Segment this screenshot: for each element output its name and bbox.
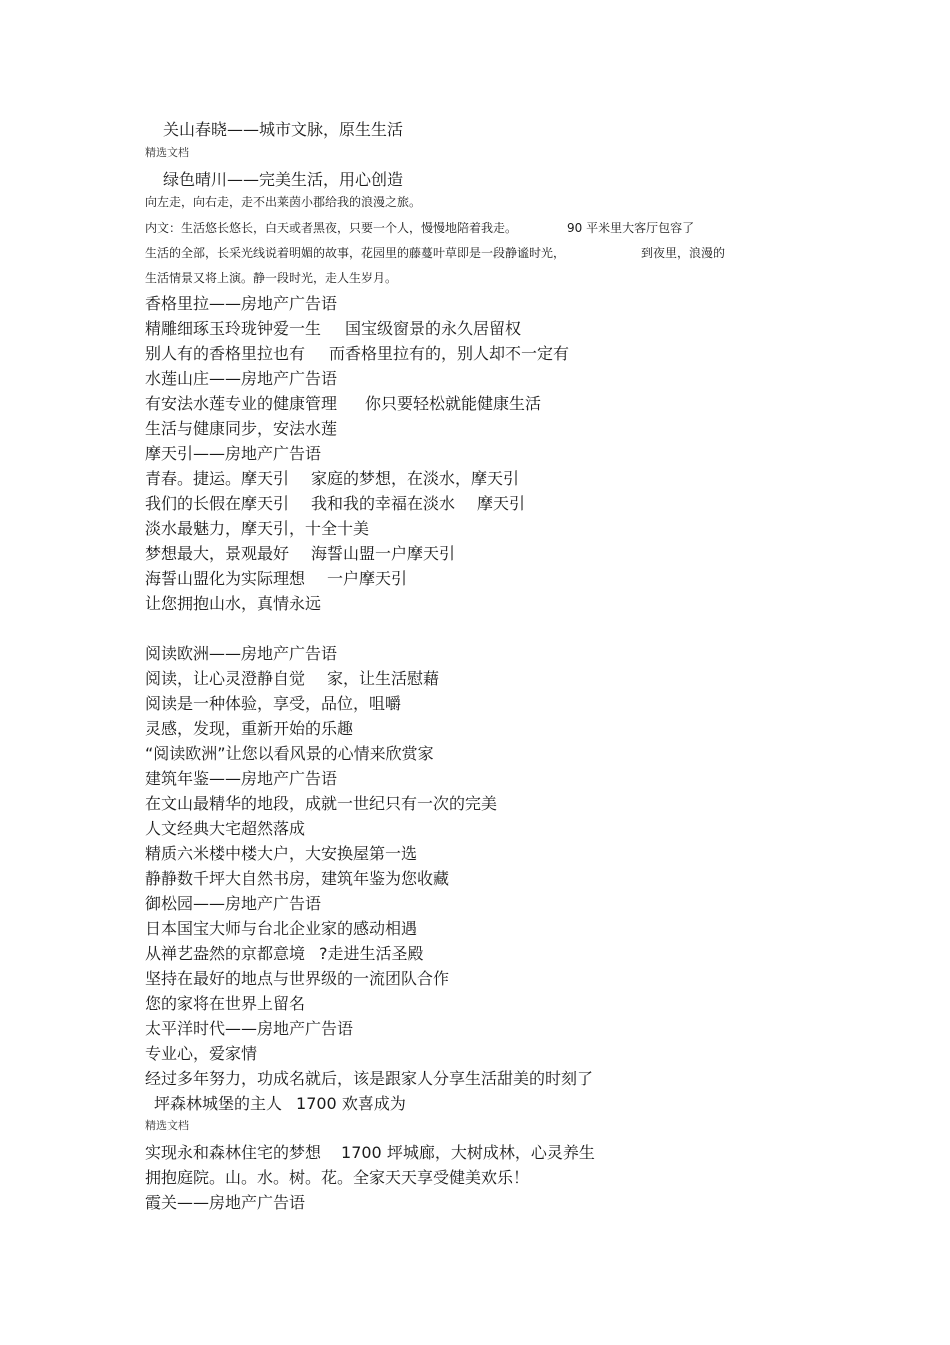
text-line: 在文山最精华的地段，成就一世纪只有一次的完美 [145,794,498,813]
text-line [145,220,694,236]
text-segment: 国宝级窗景的永久居留权 [345,319,522,338]
text-segment: 阅读，让心灵澄静自觉 [145,669,306,688]
text-line: 经过多年努力，功成名就后，该是跟家人分享生活甜美的时刻了 [145,1069,594,1088]
text-segment: 海誓山盟化为实际理想 [145,569,306,588]
text-line: 静静数千坪大自然书房，建筑年鉴为您收藏 [145,869,450,888]
heading-yuedu: 阅读欧洲——房地产广告语 [145,644,338,663]
watermark-label: 精选文档 [145,146,189,159]
text-segment: 家庭的梦想，在淡水，摩天引 [311,469,520,488]
watermark-label: 精选文档 [145,1119,189,1132]
text-line: 灵感，发现，重新开始的乐趣 [145,719,354,738]
text-line [145,494,525,514]
text-line: 日本国宝大师与台北企业家的感动相遇 [145,919,418,938]
text-segment: 别人有的香格里拉也有 [145,344,306,363]
text-line: 向左走，向右走，走不出莱茵小郡给我的浪漫之旅。 [145,195,422,209]
text-line: 淡水最魅力，摩天引，十全十美 [145,519,370,538]
text-line: 坚持在最好的地点与世界级的一流团队合作 [145,969,450,988]
text-line [145,469,519,489]
text-line [145,394,541,414]
text-line [145,344,569,364]
text-line [145,569,407,589]
text-line: 让您拥抱山水，真情永远 [145,594,322,613]
text-segment: 内文：生活悠长悠长，白天或者黑夜，只要一个人，慢慢地陪着我走。 [145,221,518,235]
text-segment: 1700 欢喜成为 [296,1094,406,1113]
heading-taipingyang: 太平洋时代——房地产广告语 [145,1019,354,1038]
text-line [145,319,521,339]
text-segment: 我和我的幸福在淡水 [311,494,456,513]
text-line [145,544,455,564]
heading-yusongyuan: 御松园——房地产广告语 [145,894,322,913]
text-segment: 精雕细琢玉玲珑钟爱一生 [145,319,322,338]
text-segment: 海誓山盟一户摩天引 [311,544,456,563]
text-segment: 实现永和森林住宅的梦想 [145,1143,322,1162]
text-segment: 青春。捷运。摩天引 [145,469,290,488]
text-segment: 我们的长假在摩天引 [145,494,290,513]
heading-motianyin: 摩天引——房地产广告语 [145,444,322,463]
text-line: 您的家将在世界上留名 [145,994,306,1013]
heading-jianzhu: 建筑年鉴——房地产广告语 [145,769,338,788]
heading-shangrila: 香格里拉——房地产广告语 [145,294,338,313]
text-segment: 有安法水莲专业的健康管理 [145,394,338,413]
text-line [145,245,725,261]
text-segment: 你只要轻松就能健康生活 [365,394,542,413]
text-line [145,944,424,964]
text-line [145,1143,595,1163]
text-line [145,669,439,689]
text-line [154,1094,406,1114]
text-segment: 90 平米里大客厅包容了 [567,221,695,235]
heading-guanshan: 关山春晓——城市文脉，原生生活 [163,120,404,139]
text-line: 拥抱庭院。山。水。树。花。全家天天享受健美欢乐！ [145,1168,530,1187]
text-segment: 摩天引 [477,494,526,513]
text-segment: ?走进生活圣殿 [319,944,424,963]
text-segment: 从禅艺盎然的京都意境 [145,944,306,963]
text-segment: 而香格里拉有的，别人却不一定有 [329,344,570,363]
text-segment: 家，让生活慰藉 [327,669,440,688]
text-line: “阅读欧洲”让您以看风景的心情来欣赏家 [145,744,434,763]
text-line: 阅读是一种体验，享受，品位，咀嚼 [145,694,402,713]
heading-shuilian: 水莲山庄——房地产广告语 [145,369,338,388]
text-line: 生活与健康同步，安法水莲 [145,419,338,438]
heading-xiaguan: 霞关——房地产广告语 [145,1193,306,1212]
text-line: 生活情景又将上演。静一段时光，走人生岁月。 [145,271,398,285]
heading-lvse: 绿色晴川——完美生活，用心创造 [163,170,404,189]
text-segment: 坪森林城堡的主人 [154,1094,283,1113]
text-line: 专业心，爱家情 [145,1044,258,1063]
text-segment: 梦想最大，景观最好 [145,544,290,563]
text-segment: 1700 坪城廊，大树成林，心灵养生 [341,1143,595,1162]
text-segment: 到夜里，浪漫的 [641,246,726,260]
text-line: 精质六米楼中楼大户，大安换屋第一选 [145,844,418,863]
text-segment: 生活的全部，长采光线说着明媚的故事，花园里的藤蔓叶草即是一段静谧时光， [145,246,566,260]
text-line: 人文经典大宅超然落成 [145,819,306,838]
text-segment: 一户摩天引 [327,569,408,588]
